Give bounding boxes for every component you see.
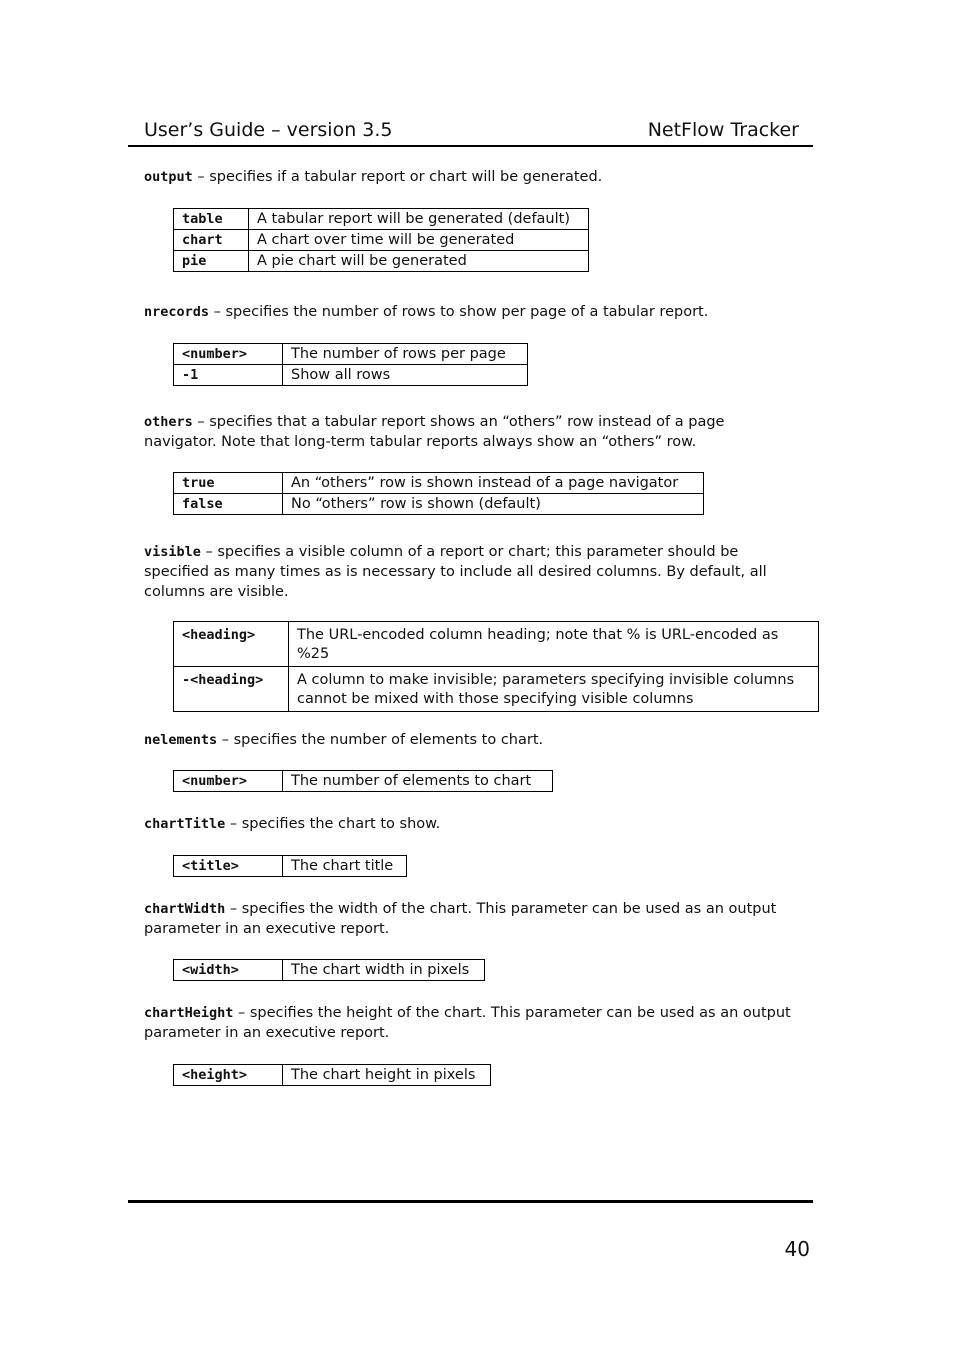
param-keyword: visible bbox=[144, 544, 201, 560]
value-desc: A column to make invisible; parameters specifying invisible columns cannot be mixed with those specifying visible columns bbox=[289, 667, 819, 712]
value-desc: The chart title bbox=[283, 856, 407, 877]
value-desc: The number of elements to chart bbox=[283, 771, 553, 792]
param-keyword: chartHeight bbox=[144, 1005, 234, 1021]
param-chartwidth-desc bbox=[144, 899, 784, 939]
value-desc: Show all rows bbox=[283, 365, 528, 386]
param-others-table bbox=[173, 472, 704, 515]
param-nrecords-table bbox=[173, 343, 528, 386]
value-key: table bbox=[174, 209, 249, 230]
param-chartheight-desc bbox=[144, 1003, 799, 1043]
table-row bbox=[174, 622, 819, 667]
value-key: true bbox=[174, 473, 283, 494]
table-row bbox=[174, 960, 485, 981]
product-name: NetFlow Tracker bbox=[647, 119, 799, 141]
table-row bbox=[174, 365, 528, 386]
value-desc: A tabular report will be generated (default) bbox=[249, 209, 589, 230]
table-row bbox=[174, 667, 819, 712]
param-description: – specifies the number of elements to chart. bbox=[217, 732, 544, 748]
param-nelements-desc bbox=[144, 730, 804, 750]
param-charttitle-desc bbox=[144, 814, 804, 834]
value-desc: No “others” row is shown (default) bbox=[283, 494, 704, 515]
value-desc: An “others” row is shown instead of a page navigator bbox=[283, 473, 704, 494]
param-chartheight-table bbox=[173, 1064, 491, 1086]
table-row bbox=[174, 856, 407, 877]
value-key: false bbox=[174, 494, 283, 515]
value-desc: The URL-encoded column heading; note that % is URL-encoded as %25 bbox=[289, 622, 819, 667]
value-key: <title> bbox=[174, 856, 283, 877]
value-desc: The chart width in pixels bbox=[283, 960, 485, 981]
param-description: – specifies a visible column of a report or chart; this parameter should be specified as many times as is necessary to include all desired columns. By default, all columns are visible. bbox=[144, 544, 767, 600]
param-others-desc bbox=[144, 412, 784, 452]
param-keyword: output bbox=[144, 169, 193, 185]
page-number: 40 bbox=[784, 1237, 810, 1261]
value-key: -<heading> bbox=[174, 667, 289, 712]
param-description: – specifies if a tabular report or chart will be generated. bbox=[192, 169, 603, 185]
value-key: <number> bbox=[174, 344, 283, 365]
param-description: – specifies the width of the chart. This parameter can be used as an output parameter in an executive report. bbox=[144, 901, 777, 937]
param-output-table bbox=[173, 208, 589, 272]
value-desc: A chart over time will be generated bbox=[249, 230, 589, 251]
param-nelements-table bbox=[173, 770, 553, 792]
table-row bbox=[174, 251, 589, 272]
value-key: pie bbox=[174, 251, 249, 272]
value-key: <height> bbox=[174, 1065, 283, 1086]
table-row bbox=[174, 209, 589, 230]
value-desc: A pie chart will be generated bbox=[249, 251, 589, 272]
param-chartwidth-table bbox=[173, 959, 485, 981]
value-key: <number> bbox=[174, 771, 283, 792]
param-keyword: chartWidth bbox=[144, 901, 226, 917]
param-output-desc bbox=[144, 167, 804, 187]
table-row bbox=[174, 494, 704, 515]
param-keyword: nrecords bbox=[144, 304, 210, 320]
param-description: – specifies that a tabular report shows an “others” row instead of a page navigator. Note that long-term tabular reports always show an “others” row. bbox=[144, 414, 725, 450]
table-row bbox=[174, 473, 704, 494]
value-key: chart bbox=[174, 230, 249, 251]
table-row bbox=[174, 1065, 491, 1086]
value-key: <width> bbox=[174, 960, 283, 981]
param-visible-table bbox=[173, 621, 819, 712]
value-desc: The chart height in pixels bbox=[283, 1065, 491, 1086]
param-description: – specifies the chart to show. bbox=[225, 816, 441, 832]
guide-title: User’s Guide – version 3.5 bbox=[144, 119, 393, 141]
value-desc: The number of rows per page bbox=[283, 344, 528, 365]
param-keyword: nelements bbox=[144, 732, 218, 748]
param-nrecords-desc bbox=[144, 302, 804, 322]
footer-rule bbox=[128, 1200, 813, 1203]
table-row bbox=[174, 344, 528, 365]
value-key: -1 bbox=[174, 365, 283, 386]
param-charttitle-table bbox=[173, 855, 407, 877]
page-header bbox=[128, 117, 813, 147]
param-description: – specifies the number of rows to show per page of a tabular report. bbox=[209, 304, 709, 320]
param-description: – specifies the height of the chart. This parameter can be used as an output parameter in an executive report. bbox=[144, 1005, 791, 1041]
param-visible-desc bbox=[144, 542, 804, 602]
param-keyword: chartTitle bbox=[144, 816, 226, 832]
value-key: <heading> bbox=[174, 622, 289, 667]
table-row bbox=[174, 230, 589, 251]
table-row bbox=[174, 771, 553, 792]
param-keyword: others bbox=[144, 414, 193, 430]
